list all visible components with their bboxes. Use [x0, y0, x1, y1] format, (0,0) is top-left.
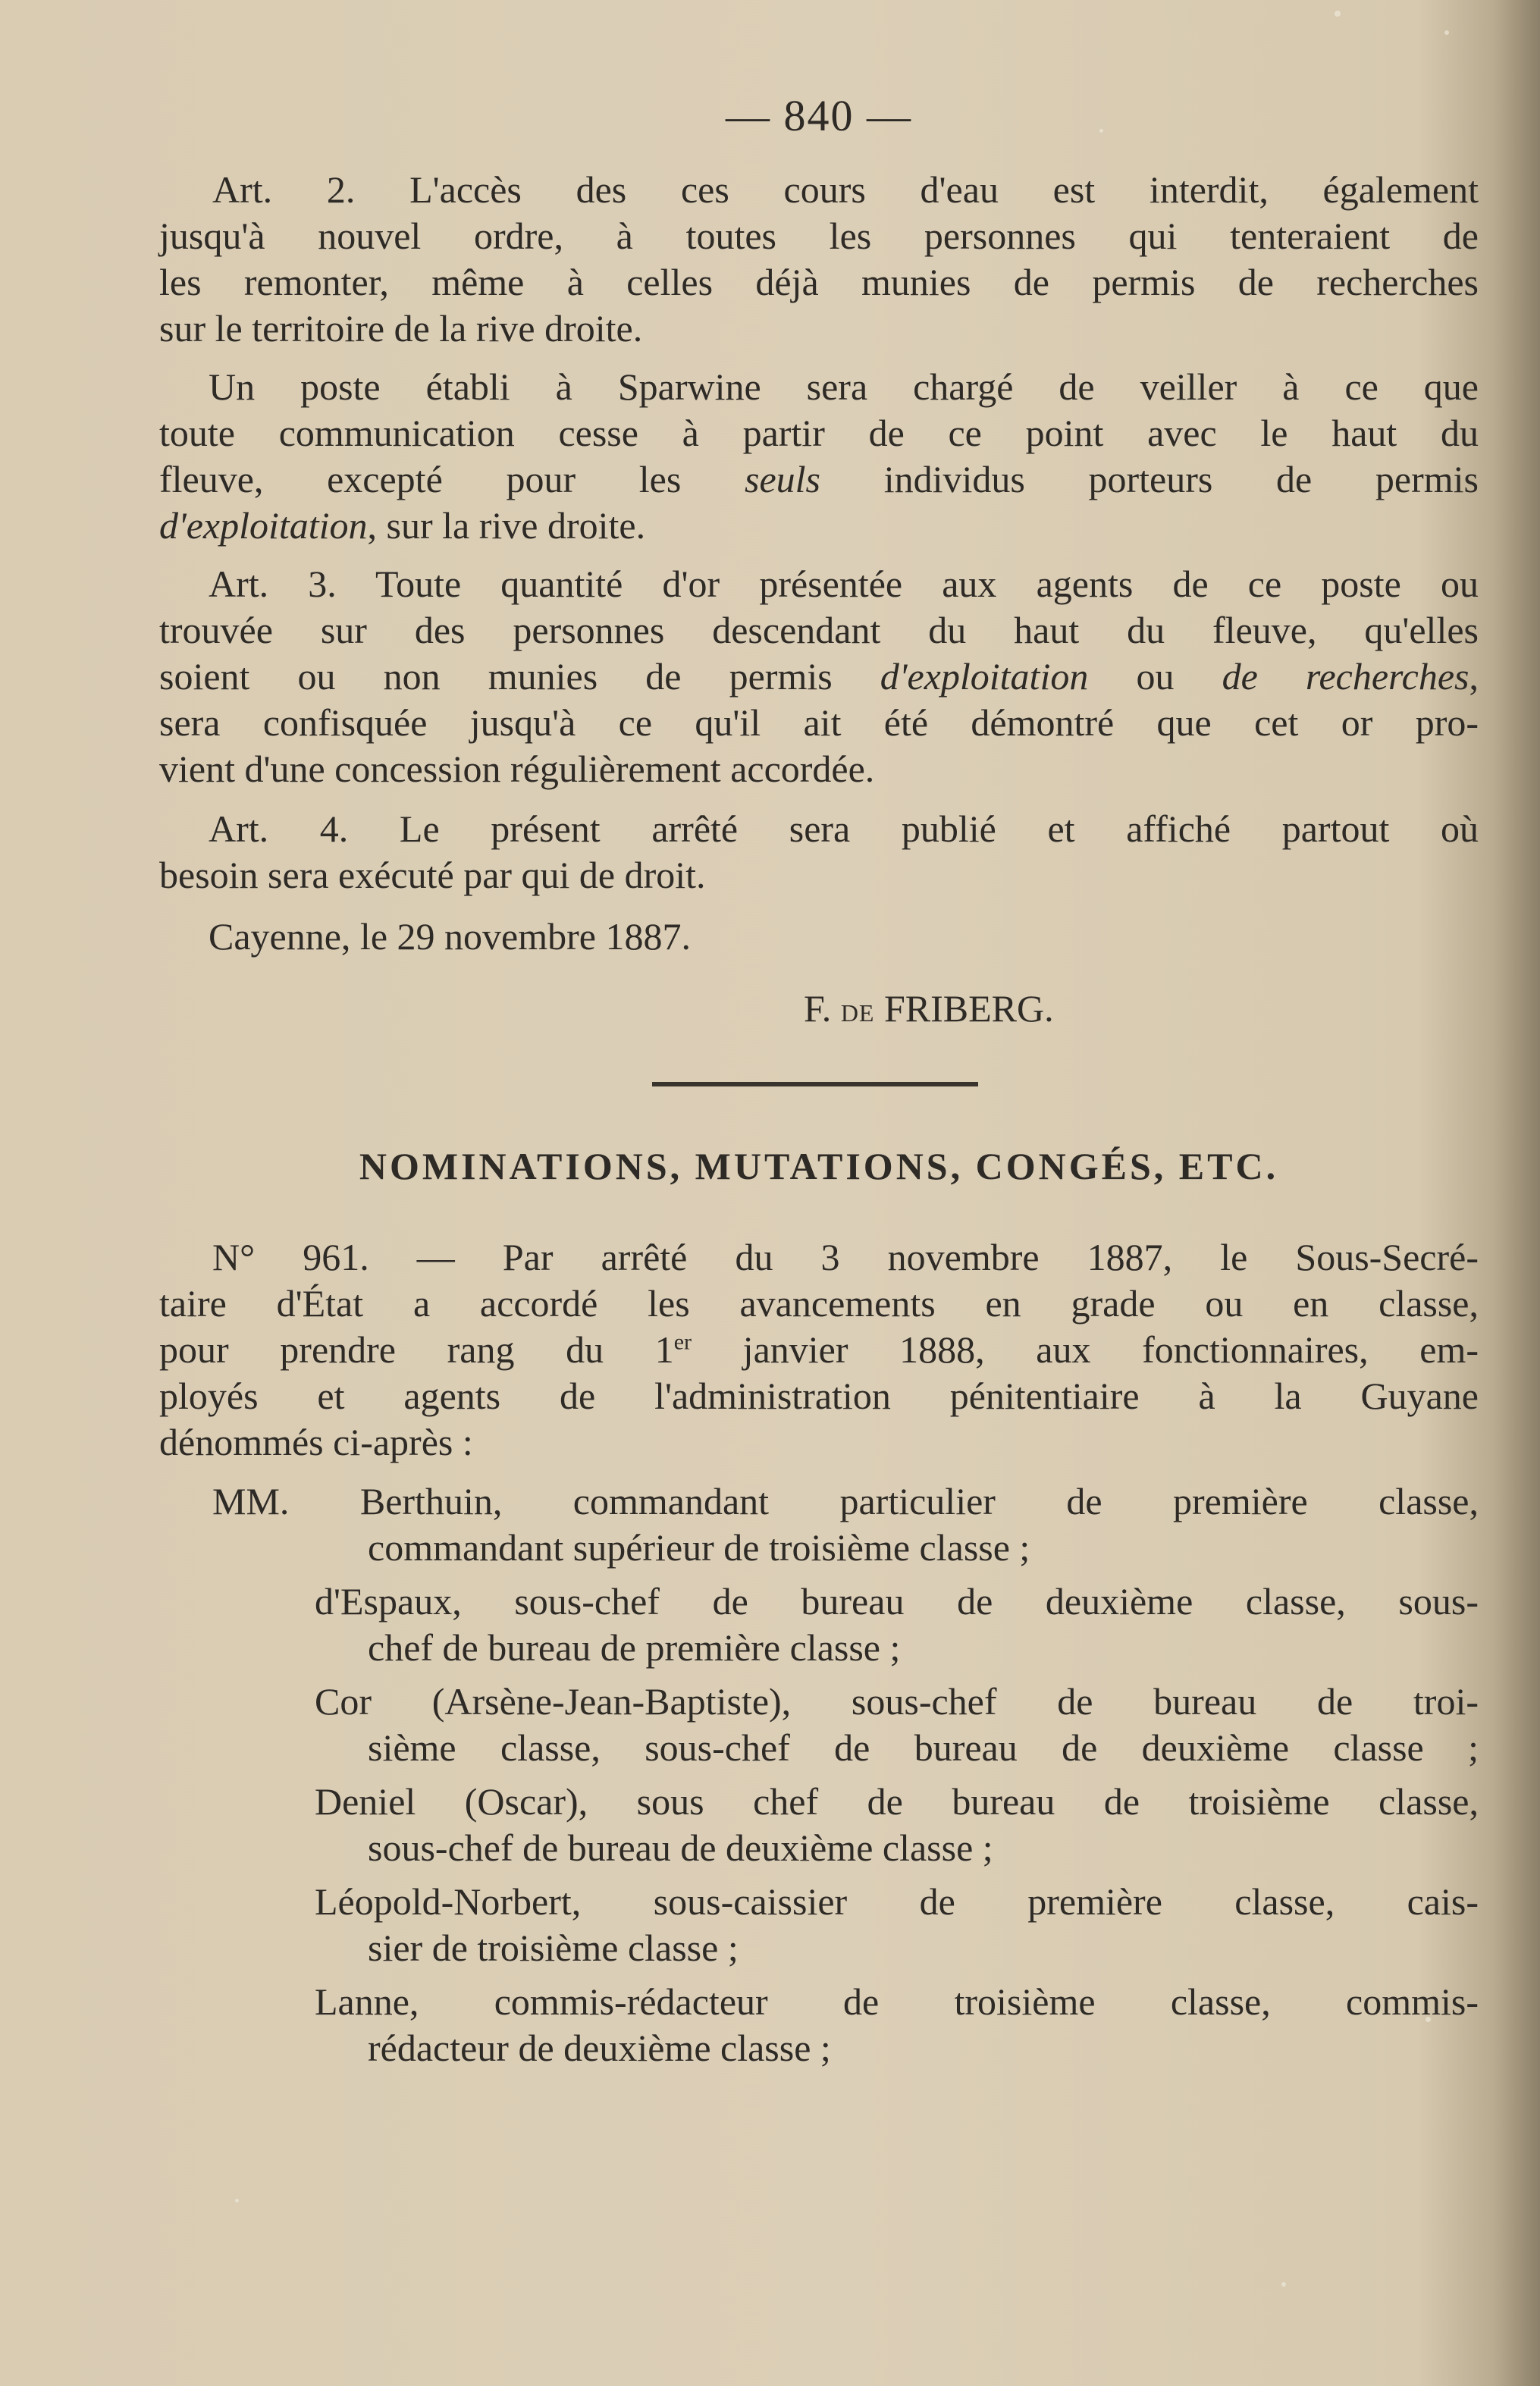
text-line: jusqu'à nouvel ordre, à toutes les personnes qui tenteraient de: [159, 215, 1479, 257]
list-item: Cor (Arsène-Jean-Baptiste), sous-chef de bureau de troi-: [315, 1680, 1479, 1723]
text-span: individus porteurs de permis: [820, 458, 1479, 500]
list-item: d'Espaux, sous-chef de bureau de deuxième classe, sous-: [315, 1580, 1479, 1623]
text-line: trouvée sur des personnes descendant du haut du fleuve, qu'elles: [159, 609, 1479, 651]
text-line: Art. 3. Toute quantité d'or présentée aux agents de ce poste ou: [209, 563, 1479, 605]
paper-speck: [1444, 30, 1449, 35]
text-span: fleuve, excepté pour les: [159, 458, 745, 500]
list-item: Léopold-Norbert, sous-caissier de première classe, cais-: [315, 1880, 1479, 1923]
superscript-span: er: [673, 1329, 692, 1355]
italic-span: d'exploitation: [880, 655, 1089, 698]
text-line: Un poste établi à Sparwine sera chargé de veiller à ce que: [209, 365, 1479, 408]
text-line: sur le territoire de la rive droite.: [159, 307, 643, 350]
text-span: ,: [1469, 655, 1479, 698]
text-line: les remonter, même à celles déjà munies de permis de recherches: [159, 261, 1479, 303]
date-line: Cayenne, le 29 novembre 1887.: [209, 915, 691, 958]
list-item: Deniel (Oscar), sous chef de bureau de troisième classe,: [315, 1780, 1479, 1823]
section-heading: NOMINATIONS, MUTATIONS, CONGÉS, ETC.: [359, 1145, 1279, 1187]
italic-span: de recherches: [1222, 655, 1469, 698]
paper-speck: [235, 2199, 239, 2203]
text-line: Art. 2. L'accès des ces cours d'eau est interdit, également: [212, 168, 1479, 211]
text-span: F.: [804, 987, 841, 1030]
text-line: dénommés ci-après :: [159, 1421, 473, 1463]
text-line: toute communication cesse à partir de ce point avec le haut du: [159, 412, 1479, 454]
text-span: pour prendre rang du 1: [159, 1328, 674, 1371]
text-span: soient ou non munies de permis: [159, 655, 880, 698]
text-line: sera confisquée jusqu'à ce qu'il ait été démontré que cet or pro-: [159, 701, 1479, 744]
list-item-continuation: sier de troisième classe ;: [368, 1927, 739, 1969]
page-number: — 840 —: [726, 91, 912, 140]
section-divider: [652, 1082, 978, 1086]
list-item: Lanne, commis-rédacteur de troisième classe, commis-: [315, 1980, 1479, 2023]
italic-span: seuls: [745, 458, 821, 500]
italic-span: d'exploitation: [159, 504, 368, 547]
paper-speck: [1281, 2282, 1286, 2287]
text-span: , sur la rive droite.: [367, 504, 646, 547]
text-line: taire d'État a accordé les avancements en grade ou en classe,: [159, 1282, 1479, 1325]
paper-speck: [1335, 11, 1341, 17]
text-line: Art. 4. Le présent arrêté sera publié et affiché partout où: [209, 807, 1479, 850]
small-caps-span: DE: [840, 999, 875, 1027]
text-line: [159, 1327, 1479, 1372]
text-line: [159, 456, 1479, 502]
text-line: ployés et agents de l'administration pénitentiaire à la Guyane: [159, 1375, 1479, 1417]
list-item-continuation: sième classe, sous-chef de bureau de deuxième classe ;: [368, 1726, 1479, 1769]
text-line: vient d'une concession régulièrement accordée.: [159, 748, 875, 790]
text-line: N° 961. — Par arrêté du 3 novembre 1887, le Sous-Secré-: [212, 1236, 1479, 1278]
list-item-continuation: sous-chef de bureau de deuxième classe ;: [368, 1826, 993, 1869]
signature-line: [804, 986, 1054, 1031]
text-span: ou: [1088, 655, 1222, 698]
list-item-continuation: rédacteur de deuxième classe ;: [368, 2027, 831, 2069]
list-item-continuation: chef de bureau de première classe ;: [368, 1626, 901, 1669]
text-line: [159, 503, 645, 548]
text-span: janvier 1888, aux fonctionnaires, em-: [692, 1328, 1479, 1371]
text-span: FRIBERG.: [874, 987, 1054, 1030]
list-item: MM. Berthuin, commandant particulier de première classe,: [212, 1480, 1479, 1522]
text-line: besoin sera exécuté par qui de droit.: [159, 854, 706, 896]
text-line: [159, 654, 1479, 699]
list-item-continuation: commandant supérieur de troisième classe ;: [368, 1526, 1030, 1569]
